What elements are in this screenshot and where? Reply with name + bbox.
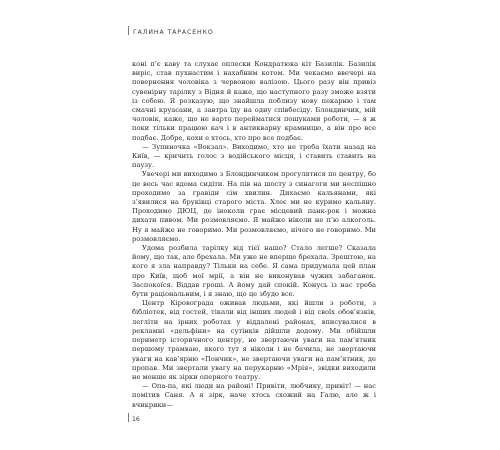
running-title: ГАЛИНА ТАРАСЕНКО [133, 29, 214, 36]
page-footer [128, 413, 140, 425]
header-rule [128, 26, 129, 35]
paragraph: — Зупиночка «Вокзал». Виходимо, хто не треба їхати назад на Київ, — кричить голос з водійського місця, і ставить ставить на паузу. [132, 142, 376, 170]
footer-rule [128, 413, 129, 422]
running-header [128, 26, 214, 38]
paragraph: — Опа-па, які люди на районі! Привіти, любчику, привіт! — нас помітив Саня. А я зірк, наче хтось схожий на Галю, але ж і вчикрики— [132, 382, 376, 409]
body-text [132, 60, 376, 410]
page-number: 16 [132, 416, 140, 423]
paragraph: Удома розбила тарілку від тієї нашо? Стало легше? Сказала йому, що так, але брехала. Ми уже не вперше брехала. Зрештою, на кого я зла направду? Тільки на себе. Я сама придумала цей план про Київ, щоб мої мрії, а він не виконував чужих забаганок. Заспокоїся. Віддав гроші. А йому дай спокій. Конусь із нас треба бути раціональним, і я знаю, що це збудо все. [132, 244, 376, 299]
paragraph: Увечері ми виходимо з Блондинчиком прогулятися по центру, бо це весь час вдома сидіти. На пів на шосту з синагоги ми неспішно проходимо за гравіди сім хвилин. Дихаємо кальянами, які з’явилися на бруківці старого міста. Хлеє ми не куримо кальяну. Проходимо ДЮЦ, де іноколи грає місцевий панк-рок і можна дихати пивом. Ми розмовляємо. Я майже ніколи не п’ю алкоголь. Ну я майже не говоримо. Ми розмовляємо, нічого не говоримо. Ми розмовляємо. [132, 170, 376, 243]
paragraph: коні п’є каву та слухає оплески Кондратюка кіт Базилік. Базилік виріс, став пухнастим і нахабним котом. Ми чекаємо ввечері на повернення чоловіка з червоною валізою. Цього разу він привіз сувенірну тарілку з Відня й каже, що наступного разу зможе взяти із собою. Я розказую, що знайшла поблизу нову пекарню і там смачні круасани, а завтра їду на одну співбесіду. Блондинчик, мій чоловік, каже, що не варто перейматися пошуками роботи, — я ж поки тільки працюю кач і в антикварну крамницю, а він про все подбає. Добре, кохи е хтось, хто про все подбає. [132, 60, 376, 142]
paragraph: Центр Кіровограда оживав людьми, які йшли з роботи, з бібліотек, від гостей, тікали від інших людей і від своїх обов’язків, легліти на ірних роботах у віддалені районах, вписувалися в рекламні «дельфіни» на сутінків дійшли додому. Ми обійшли периметр історичного центру, не звертаючи уваги на пам’ятник першому трамваю, якого тут я ніколи і не бачила, не звертаючи уваги на кав’ярню «Пончик», не звертаючи уваги на пам’ятник, де пропав. Ми звертали увагу на перукарню «Мрія», звідки виходили не менше як зірки оперного театру. [132, 299, 376, 381]
